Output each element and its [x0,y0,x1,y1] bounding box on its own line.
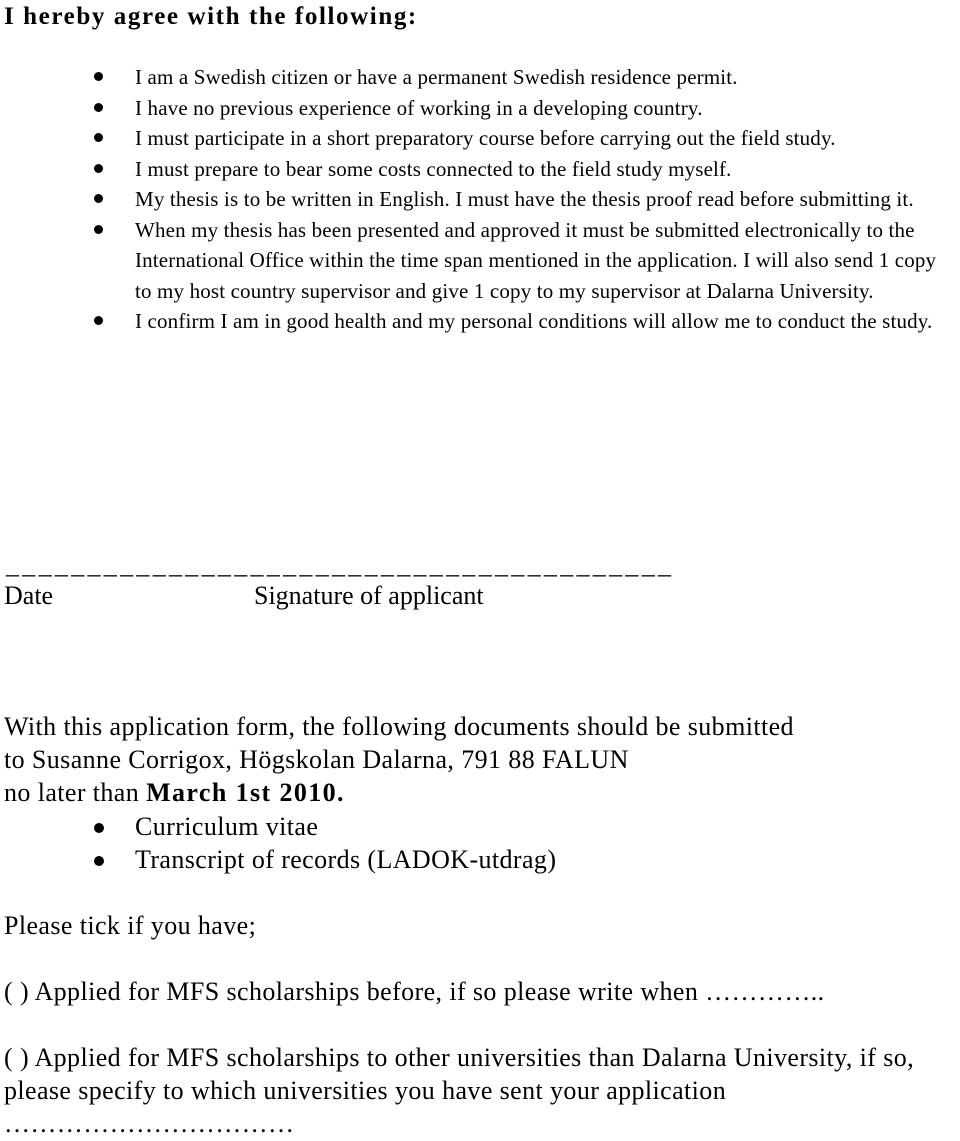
submission-address: to Susanne Corrigox, Högskolan Dalarna, 791 88 FALUN [4,745,629,774]
agreement-list [0,62,960,337]
bullet-icon [94,316,103,325]
list-item [0,184,960,215]
signature-line[interactable]: _________________________________________ [6,550,675,579]
date-label: Date [4,581,54,610]
deadline-date: March 1st 2010. [146,778,345,807]
bullet-icon [94,72,103,81]
tick-prompt: Please tick if you have; [4,911,257,940]
list-item [0,215,960,307]
bullet-icon [94,823,104,833]
list-item [0,62,960,93]
list-item-text: I must participate in a short preparatory course before carrying out the field study. [135,126,836,150]
list-item-text: I must prepare to bear some costs connected to the field study myself. [135,156,732,181]
list-item [0,154,960,185]
agreement-heading: I hereby agree with the following: [4,3,418,30]
list-item-text: When my thesis has been presented and approved it must be submitted electronically to the International Office within the time span mentioned in the application. I will also send 1 copy to my host country supervisor and give 1 copy to my supervisor at Dalarna University. [135,217,937,303]
deadline-prefix: no later than [4,778,147,807]
required-documents-list [0,810,960,876]
document-label: Transcript of records (LADOK-utdrag) [135,845,557,874]
bullet-icon [94,133,103,142]
tick-option-previous-application[interactable]: ( ) Applied for MFS scholarships before, if so please write when ………….. [4,977,825,1006]
list-item-text: My thesis is to be written in English. I must have the thesis proof read before submitting it. [135,187,914,211]
bullet-icon [94,103,103,112]
submission-instruction-line1: With this application form, the following documents should be submitted [4,712,794,741]
document-label: Curriculum vitae [135,812,319,841]
list-item-text: I have no previous experience of working in a developing country. [135,95,703,120]
bullet-icon [94,856,104,866]
list-item [0,123,960,154]
tick-option-other-universities[interactable]: ( ) Applied for MFS scholarships to other universities than Dalarna University, if so, please specify to which universities you have sent your application …………………………… [4,1043,915,1138]
bullet-icon [94,164,103,173]
signature-label: Signature of applicant [254,581,484,610]
list-item [0,306,960,337]
bullet-icon [94,225,103,234]
list-item [0,93,960,124]
list-item [0,843,960,876]
list-item-text: I am a Swedish citizen or have a permanent Swedish residence permit. [135,65,738,89]
list-item [0,810,960,843]
submission-deadline-line [4,776,345,809]
list-item-text: I confirm I am in good health and my personal conditions will allow me to conduct the study. [135,309,933,333]
bullet-icon [94,194,103,203]
